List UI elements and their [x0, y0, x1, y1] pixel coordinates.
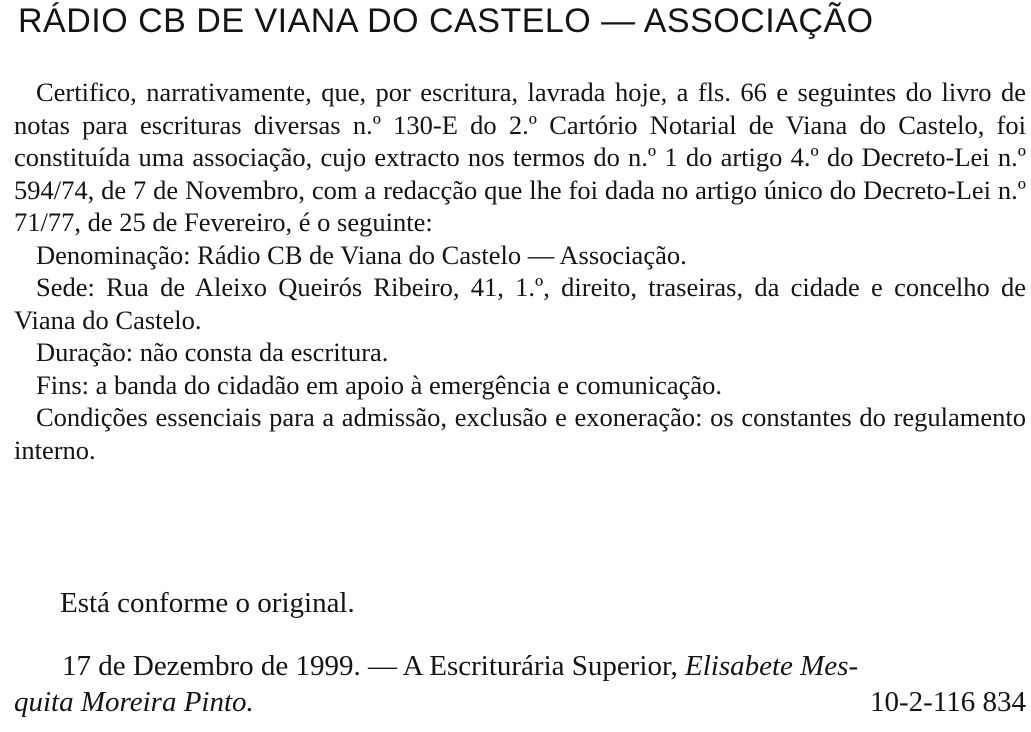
closing-block	[14, 648, 1026, 720]
sede-paragraph: Sede: Rua de Aleixo Queirós Ribeiro, 41, 1.º, direito, traseiras, da cidade e concelho de Viana do Castelo.	[14, 272, 1026, 335]
intro-paragraph: Certifico, narrativamente, que, por escritura, lavrada hoje, a fls. 66 e seguintes do livro de notas para escrituras diversas n.º 130-E do 2.º Cartório Notarial de Viana do Castelo, foi constituída uma associação, cujo extracto nos termos do n.º 1 do artigo 4.º do Decreto-Lei n.º 594/74, de 7 de Novembro, com a redacção que lhe foi dada no artigo único do Decreto-Lei n.º 71/77, de 25 de Fevereiro, é o seguinte:	[14, 77, 1026, 237]
duracao-paragraph: Duração: não consta da escritura.	[36, 337, 389, 367]
closing-line-2	[14, 684, 1026, 720]
document-body	[14, 76, 1026, 466]
signatory-name-part1: Elisabete Mes-	[684, 650, 859, 682]
denominacao-paragraph: Denominação: Rádio CB de Viana do Castelo — Associação.	[36, 239, 687, 270]
closing-line-1	[14, 648, 1026, 684]
reference-number: 10-2-116 834	[870, 686, 1026, 718]
document-title: RÁDIO CB DE VIANA DO CASTELO — ASSOCIAÇÃO	[18, 2, 874, 40]
date-and-role: 17 de Dezembro de 1999. — A Escriturária Superior,	[62, 650, 685, 682]
signatory-name-part2: quita Moreira Pinto.	[14, 686, 254, 718]
fins-paragraph: Fins: a banda do cidadão em apoio à emergência e comunicação.	[36, 369, 723, 400]
conformity-statement: Está conforme o original.	[60, 587, 355, 619]
condicoes-paragraph: Condições essenciais para a admissão, exclusão e exoneração: os constantes do regulamento interno.	[14, 402, 1026, 465]
